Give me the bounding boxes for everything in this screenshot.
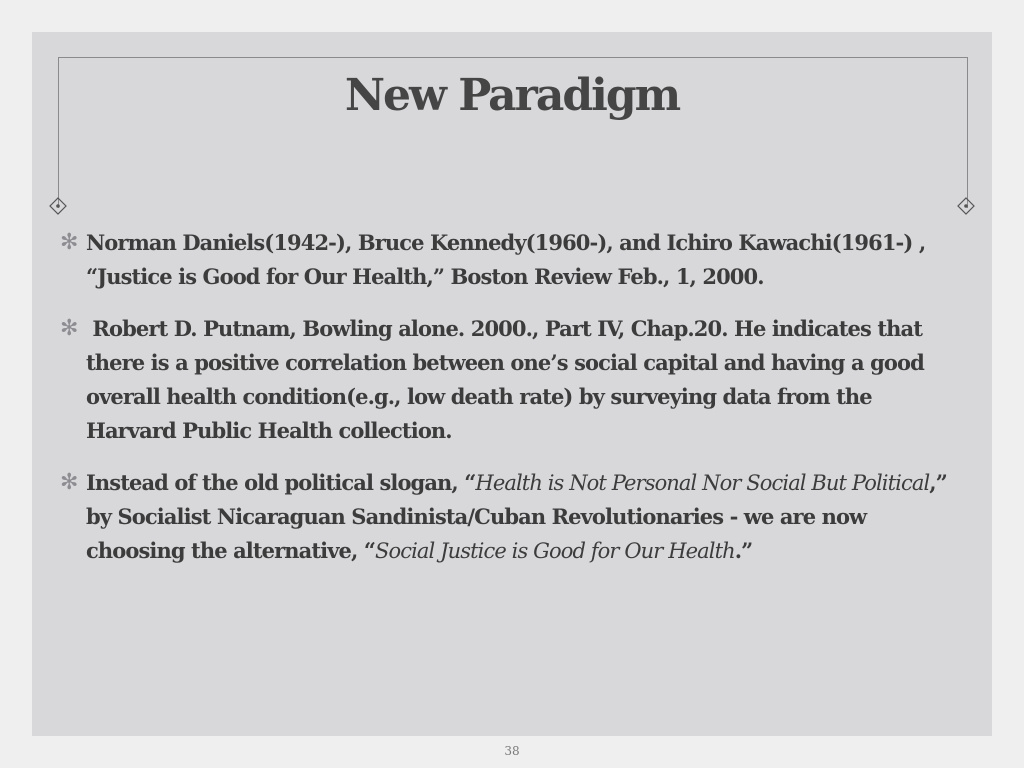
- asterisk-icon: ✻: [60, 316, 78, 341]
- bullet-text: Norman Daniels(1942-), Bruce Kennedy(1960-), and Ichiro Kawachi(1961-) , “Justice is Good for Our Health,” Boston Review Feb., 1, 2000.: [86, 230, 926, 289]
- bullet-item: [60, 312, 960, 448]
- bullet-list: [60, 226, 960, 586]
- asterisk-icon: ✻: [60, 230, 78, 255]
- alternative-italic: Social Justice is Good for Our Health: [375, 539, 735, 563]
- bullet-text-part: ,” by Socialist Nicaraguan Sandinista/Cuban Revolutionaries - we are now choosing the alternative, “: [86, 470, 947, 563]
- bullet-item: [60, 226, 960, 294]
- bullet-item: [60, 466, 960, 568]
- asterisk-icon: ✻: [60, 470, 78, 495]
- diamond-dot-icon: [957, 197, 975, 215]
- page-number: 38: [504, 744, 520, 758]
- bullet-text-part: .”: [734, 538, 753, 563]
- slide-title: New Paradigm: [344, 70, 680, 121]
- slogan-italic: Health is Not Personal Nor Social But Political: [475, 471, 930, 495]
- diamond-dot-icon: [49, 197, 67, 215]
- bullet-text-part: Instead of the old political slogan, “: [86, 470, 476, 495]
- bullet-text: Robert D. Putnam, Bowling alone. 2000., Part IV, Chap.20. He indicates that there is a positive correlation between one’s social capital and having a good overall health condition(e.g., low death rate) by surveying data from the Harvard Public Health collection.: [86, 316, 931, 443]
